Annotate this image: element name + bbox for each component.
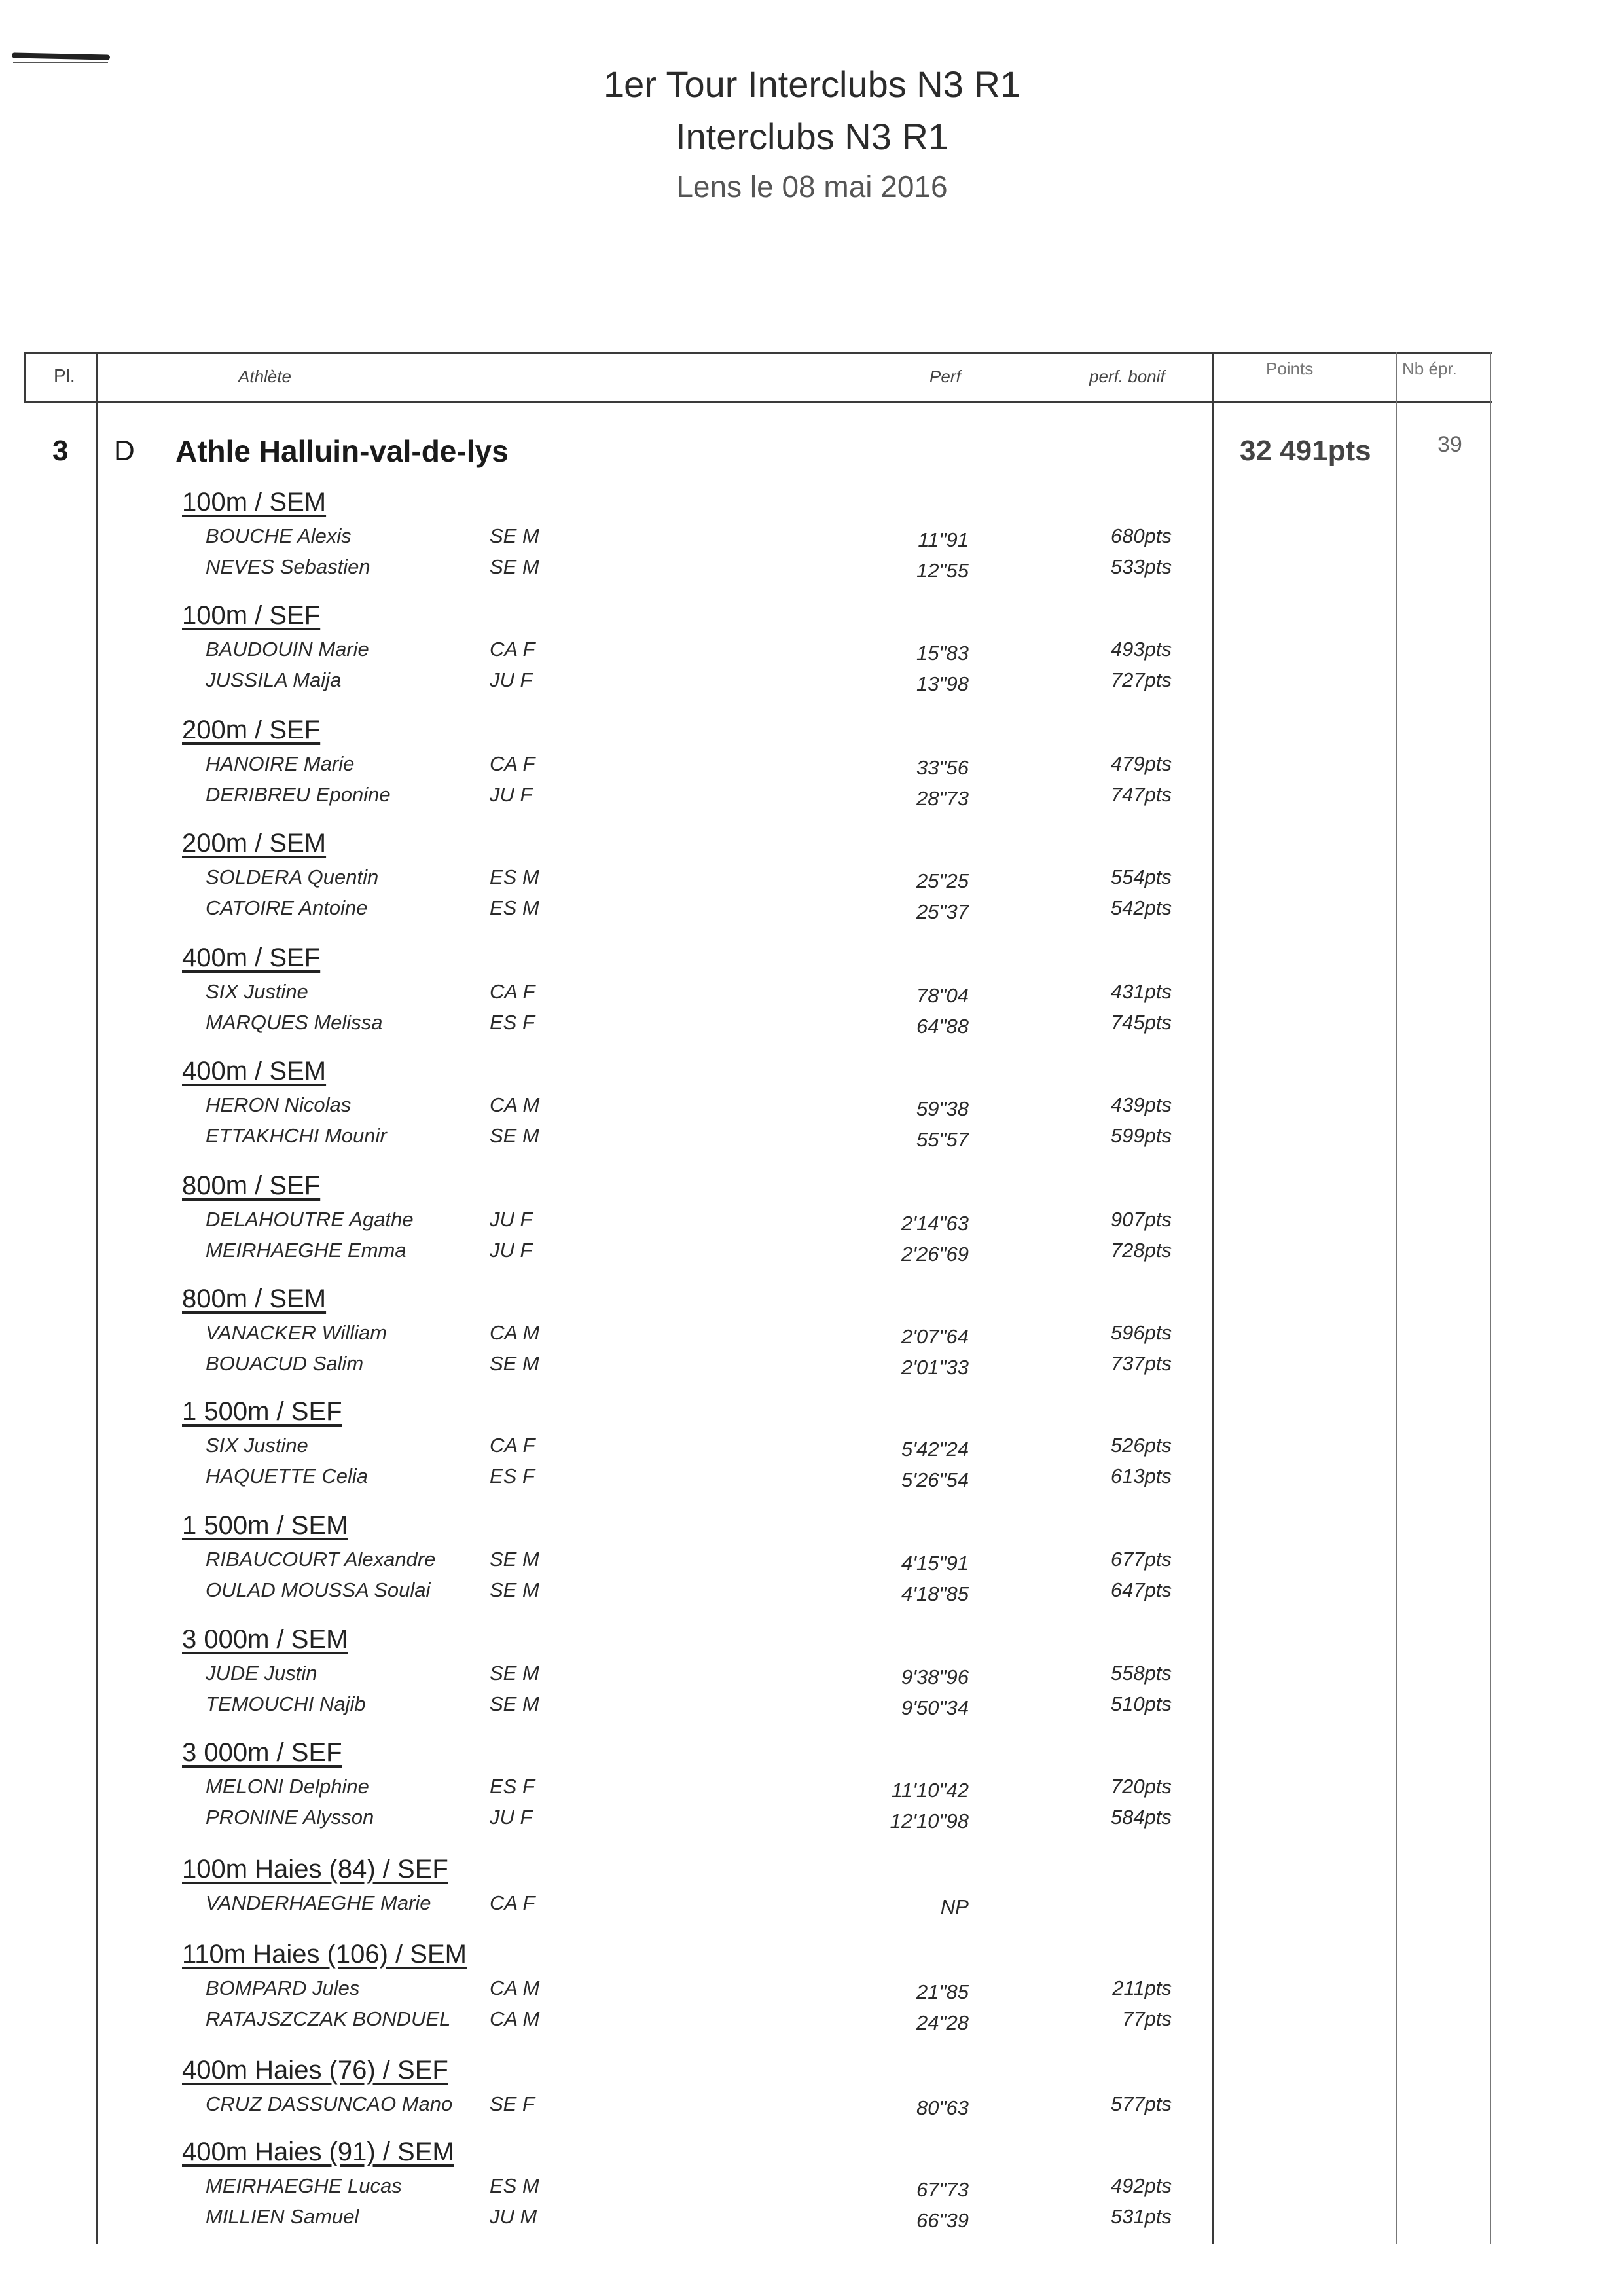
athlete-row <box>0 1775 1624 1805</box>
athlete-name: CRUZ DASSUNCAO Mano <box>206 2092 453 2115</box>
athlete-points: 577pts <box>1110 2092 1172 2115</box>
event-title: 400m Haies (76) / SEF <box>182 2056 448 2085</box>
athlete-performance: 2'01"33 <box>901 1356 969 1379</box>
athlete-name: BAUDOUIN Marie <box>206 638 369 661</box>
athlete-performance: 28"73 <box>916 787 969 810</box>
athlete-name: NEVES Sebastien <box>206 555 370 578</box>
athlete-performance: 4'18"85 <box>901 1582 969 1605</box>
athlete-name: VANACKER William <box>206 1321 388 1344</box>
col-sep-place <box>96 352 98 2244</box>
event-title: 100m / SEF <box>182 601 321 630</box>
athlete-performance: 11"91 <box>918 528 969 551</box>
athlete-performance: 13"98 <box>916 672 969 695</box>
event-title: 800m / SEM <box>182 1285 327 1313</box>
athlete-points: 554pts <box>1110 866 1172 888</box>
athlete-name: MELONI Delphine <box>206 1775 369 1798</box>
athlete-row <box>0 1692 1624 1722</box>
athlete-performance: 64"88 <box>916 1015 969 1038</box>
athlete-performance: 2'26"69 <box>901 1243 969 1266</box>
athlete-points: 542pts <box>1110 896 1172 919</box>
athlete-name: PRONINE Alysson <box>206 1806 374 1829</box>
athlete-name: MEIRHAEGHE Emma <box>206 1239 406 1262</box>
athlete-name: HERON Nicolas <box>206 1093 352 1116</box>
athlete-points: 613pts <box>1110 1465 1172 1487</box>
athlete-name: JUDE Justin <box>206 1662 317 1685</box>
athlete-row <box>0 1891 1624 1922</box>
athlete-performance: 12"55 <box>916 559 969 582</box>
athlete-performance: 67"73 <box>916 2178 969 2201</box>
athlete-row <box>0 2007 1624 2037</box>
athlete-category: CA F <box>490 980 535 1003</box>
athlete-category: SE M <box>490 1548 539 1571</box>
athlete-row <box>0 2174 1624 2204</box>
event-title: 800m / SEF <box>182 1171 321 1200</box>
athlete-row <box>0 1093 1624 1123</box>
athlete-row <box>0 1465 1624 1495</box>
athlete-row <box>0 783 1624 813</box>
athlete-points: 558pts <box>1110 1662 1172 1685</box>
athlete-category: SE F <box>490 2092 535 2115</box>
athlete-name: SIX Justine <box>206 980 308 1003</box>
event-title: 400m / SEM <box>182 1057 327 1085</box>
athlete-performance: 11'10"42 <box>891 1779 969 1802</box>
athlete-points: 439pts <box>1110 1093 1172 1116</box>
athlete-row <box>0 638 1624 668</box>
athlete-category: ES F <box>490 1011 535 1034</box>
athlete-points: 677pts <box>1110 1548 1172 1571</box>
athlete-category: CA M <box>490 2007 540 2030</box>
athlete-performance: 2'07"64 <box>901 1325 969 1348</box>
athlete-points: 745pts <box>1110 1011 1172 1034</box>
club-nb-epreuves: 39 <box>1437 432 1462 457</box>
athlete-points: 647pts <box>1110 1578 1172 1601</box>
athlete-name: MARQUES Melissa <box>206 1011 383 1034</box>
athlete-performance: 66"39 <box>916 2209 969 2232</box>
athlete-points: 526pts <box>1110 1434 1172 1457</box>
athlete-row <box>0 668 1624 699</box>
page-subtitle: Interclubs N3 R1 <box>675 116 949 157</box>
athlete-row <box>0 2092 1624 2123</box>
athlete-row <box>0 866 1624 896</box>
header-points: Points <box>1266 359 1314 378</box>
athlete-performance: 12'10"98 <box>890 1810 969 1832</box>
athlete-category: CA F <box>490 752 535 775</box>
athlete-row <box>0 1548 1624 1578</box>
athlete-row <box>0 2205 1624 2235</box>
header-nb-epr: Nb épr. <box>1402 359 1457 378</box>
athlete-category: SE M <box>490 1662 539 1685</box>
athlete-name: BOUACUD Salim <box>206 1352 364 1375</box>
athlete-category: JU F <box>490 1239 533 1262</box>
athlete-performance: 21"85 <box>916 1980 969 2003</box>
athlete-name: SIX Justine <box>206 1434 308 1457</box>
athlete-category: SE M <box>490 1692 539 1715</box>
athlete-name: OULAD MOUSSA Soulai <box>206 1578 431 1601</box>
athlete-name: ETTAKHCHI Mounir <box>206 1124 387 1147</box>
athlete-points: 431pts <box>1110 980 1172 1003</box>
athlete-performance: 9'50"34 <box>901 1696 969 1719</box>
athlete-name: BOUCHE Alexis <box>206 524 352 547</box>
athlete-points: 680pts <box>1110 524 1172 547</box>
event-title: 400m Haies (91) / SEM <box>182 2138 454 2166</box>
athlete-row <box>0 1321 1624 1351</box>
athlete-category: CA F <box>490 1434 535 1457</box>
location-date: Lens le 08 mai 2016 <box>676 170 948 204</box>
event-title: 200m / SEM <box>182 829 327 858</box>
athlete-row <box>0 555 1624 585</box>
athlete-category: SE M <box>490 1124 539 1147</box>
athlete-row <box>0 1208 1624 1238</box>
athlete-performance: 78"04 <box>916 984 969 1007</box>
event-title: 3 000m / SEM <box>182 1625 348 1654</box>
athlete-name: DERIBREU Eponine <box>206 783 391 806</box>
header-athlete: Athlète <box>238 367 291 386</box>
event-title: 100m Haies (84) / SEF <box>182 1855 448 1884</box>
athlete-performance: 9'38"96 <box>901 1666 969 1688</box>
athlete-name: MILLIEN Samuel <box>206 2205 359 2228</box>
athlete-category: CA M <box>490 1093 540 1116</box>
athlete-points: 728pts <box>1110 1239 1172 1262</box>
athlete-row <box>0 1352 1624 1382</box>
athlete-row <box>0 980 1624 1010</box>
page-title: 1er Tour Interclubs N3 R1 <box>603 64 1021 105</box>
athlete-performance: 55"57 <box>916 1128 969 1151</box>
athlete-category: ES M <box>490 2174 539 2197</box>
athlete-performance: NP <box>940 1895 969 1918</box>
col-sep-nb <box>1396 352 1397 2244</box>
athlete-category: CA M <box>490 1977 540 1999</box>
athlete-performance: 59"38 <box>916 1097 969 1120</box>
event-title: 200m / SEF <box>182 716 321 744</box>
header-perf-bonif: perf. bonif <box>1089 367 1165 386</box>
athlete-row <box>0 1434 1624 1464</box>
athlete-performance: 25"37 <box>916 900 969 923</box>
athlete-row <box>0 1124 1624 1154</box>
athlete-category: SE M <box>490 524 539 547</box>
athlete-name: CATOIRE Antoine <box>206 896 368 919</box>
athlete-name: HAQUETTE Celia <box>206 1465 369 1487</box>
table-right-border <box>1490 352 1491 2244</box>
athlete-points: 907pts <box>1110 1208 1172 1231</box>
header-perf: Perf <box>929 367 961 386</box>
athlete-category: CA M <box>490 1321 540 1344</box>
athlete-row <box>0 1011 1624 1041</box>
athlete-row <box>0 524 1624 555</box>
athlete-row <box>0 1662 1624 1692</box>
athlete-performance: 4'15"91 <box>901 1552 969 1575</box>
athlete-name: RIBAUCOURT Alexandre <box>206 1548 436 1571</box>
club-name: Athle Halluin-val-de-lys <box>175 434 509 468</box>
event-title: 100m / SEM <box>182 488 327 517</box>
athlete-category: JU M <box>490 2205 537 2228</box>
athlete-performance: 24"28 <box>916 2011 969 2034</box>
athlete-points: 596pts <box>1110 1321 1172 1344</box>
athlete-performance: 25"25 <box>916 869 969 892</box>
club-division: D <box>114 435 135 467</box>
club-place: 3 <box>52 435 69 467</box>
athlete-points: 727pts <box>1110 668 1172 691</box>
athlete-points: 533pts <box>1110 555 1172 578</box>
athlete-row <box>0 1806 1624 1836</box>
athlete-category: CA F <box>490 638 535 661</box>
athlete-points: 584pts <box>1110 1806 1172 1829</box>
athlete-performance: 5'26"54 <box>901 1468 969 1491</box>
table-left-border <box>24 352 26 403</box>
athlete-points: 77pts <box>1122 2007 1172 2030</box>
athlete-name: SOLDERA Quentin <box>206 866 379 888</box>
athlete-category: SE M <box>490 1352 539 1375</box>
athlete-category: CA F <box>490 1891 535 1914</box>
event-title: 1 500m / SEM <box>182 1511 348 1540</box>
event-title: 400m / SEF <box>182 943 321 972</box>
athlete-category: ES F <box>490 1775 535 1798</box>
athlete-category: JU F <box>490 1208 533 1231</box>
athlete-name: TEMOUCHI Najib <box>206 1692 366 1715</box>
athlete-category: ES M <box>490 896 539 919</box>
athlete-category: SE M <box>490 555 539 578</box>
athlete-name: VANDERHAEGHE Marie <box>206 1891 431 1914</box>
athlete-name: BOMPARD Jules <box>206 1977 360 1999</box>
athlete-name: DELAHOUTRE Agathe <box>206 1208 414 1231</box>
athlete-points: 492pts <box>1110 2174 1172 2197</box>
athlete-row <box>0 1977 1624 2007</box>
athlete-row <box>0 752 1624 782</box>
athlete-name: HANOIRE Marie <box>206 752 355 775</box>
club-points: 32 491pts <box>1240 435 1371 467</box>
athlete-performance: 15"83 <box>916 642 969 665</box>
athlete-name: RATAJSZCZAK BONDUEL <box>206 2007 451 2030</box>
athlete-performance: 5'42"24 <box>901 1438 969 1461</box>
athlete-category: JU F <box>490 668 533 691</box>
athlete-performance: 33"56 <box>916 756 969 779</box>
athlete-category: ES F <box>490 1465 535 1487</box>
athlete-points: 599pts <box>1110 1124 1172 1147</box>
athlete-points: 211pts <box>1112 1977 1172 1999</box>
athlete-points: 493pts <box>1110 638 1172 661</box>
event-title: 110m Haies (106) / SEM <box>182 1940 467 1969</box>
header-place: Pl. <box>54 365 75 386</box>
athlete-row <box>0 1578 1624 1609</box>
athlete-name: JUSSILA Maija <box>206 668 342 691</box>
athlete-category: ES M <box>490 866 539 888</box>
athlete-category: JU F <box>490 1806 533 1829</box>
athlete-performance: 2'14"63 <box>901 1212 969 1235</box>
athlete-category: SE M <box>490 1578 539 1601</box>
event-title: 1 500m / SEF <box>182 1397 342 1426</box>
athlete-points: 720pts <box>1110 1775 1172 1798</box>
athlete-performance: 80"63 <box>916 2096 969 2119</box>
athlete-points: 531pts <box>1110 2205 1172 2228</box>
athlete-points: 737pts <box>1110 1352 1172 1375</box>
athlete-row <box>0 896 1624 926</box>
col-sep-points <box>1212 352 1214 2244</box>
athlete-points: 747pts <box>1110 783 1172 806</box>
athlete-name: MEIRHAEGHE Lucas <box>206 2174 402 2197</box>
table-top-border <box>24 352 1492 354</box>
athlete-points: 479pts <box>1110 752 1172 775</box>
table-header-bottom-border <box>24 401 1492 403</box>
athlete-row <box>0 1239 1624 1269</box>
scan-mark <box>12 52 110 60</box>
athlete-category: JU F <box>490 783 533 806</box>
event-title: 3 000m / SEF <box>182 1738 342 1767</box>
athlete-points: 510pts <box>1110 1692 1172 1715</box>
